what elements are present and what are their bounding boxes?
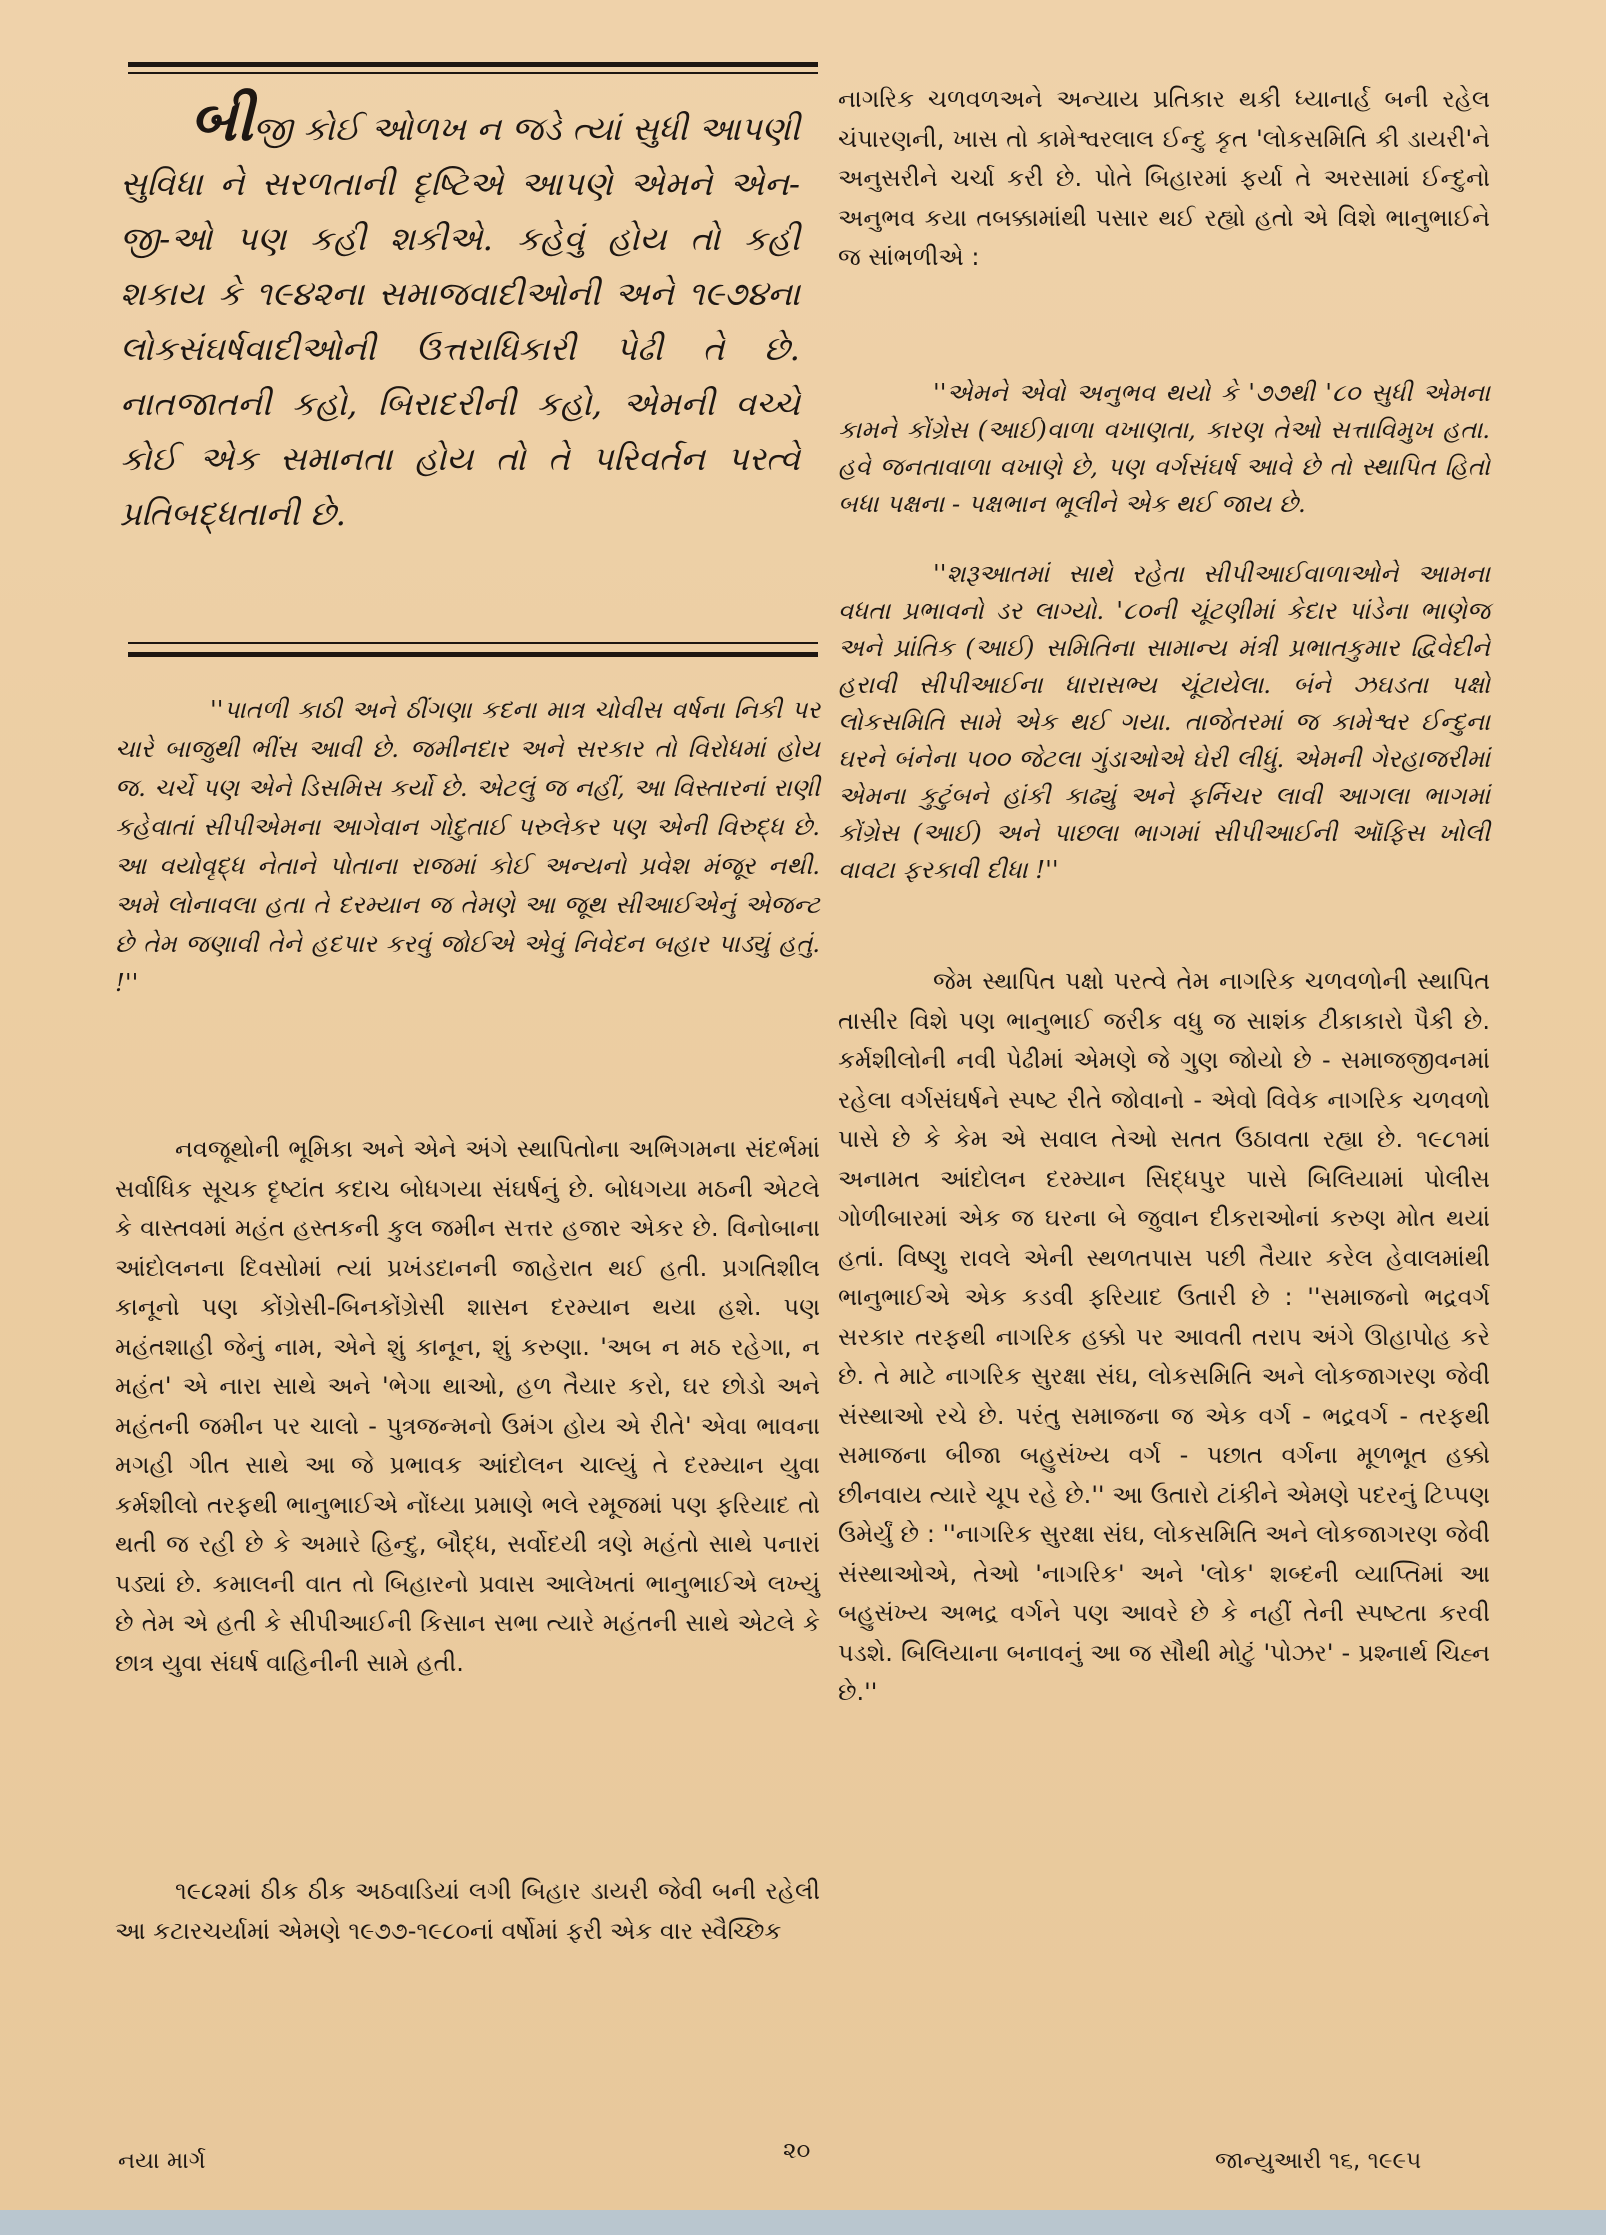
bottom-rule-thin: [128, 642, 818, 644]
right-quote-1: ''એમને એવો અનુભવ થયો કે '૭૭થી '૮૦ સુધી એમના કામને કોંગ્રેસ (આઈ)વાળા વખાણતા, કારણ તેઓ સત્તાવિમુખ હતા. હવે જનતાવાળા વખાણે છે, પણ વર્ગસંઘર્ષ આવે છે તો સ્થાપિત હિતો બધા પક્ષના - પક્ષભાન ભૂલીને એક થઈ જાય છે.: [838, 378, 1490, 518]
footer-publication: નયા માર્ગ: [118, 2148, 206, 2174]
left-paragraph-2: ૧૯૮૨માં ઠીક ઠીક અઠવાડિયાં લગી બિહાર ડાયરી જેવી બની રહેલી આ કટારચર્યામાં એમણે ૧૯૭૭-૧૯૮૦નાં વર્ષોમાં ફરી એક વાર સ્વૈચ્છિક: [115, 1877, 820, 1945]
scan-edge: [0, 2210, 1606, 2235]
right-paragraph-1: નાગરિક ચળવળઅને અન્યાય પ્રતિકાર થકી ધ્યાનાર્હ બની રહેલ ચંપારણની, ખાસ તો કામેશ્વરલાલ ઈન્દુ કૃત 'લોકસમિતિ કી ડાયરી'ને અનુસરીને ચર્ચા કરી છે. પોતે બિહારમાં ફર્યા તે અરસામાં ઈન્દુનો અનુભવ કયા તબક્કામાંથી પસાર થઈ રહ્યો હતો એ વિશે ભાનુભાઈને જ સાંભળીએ :: [838, 85, 1490, 271]
footer-page-number: ૨૦: [783, 2138, 811, 2164]
right-quote-2: ''શરૂઆતમાં સાથે રહેતા સીપીઆઈવાળાઓને આમના વધતા પ્રભાવનો ડર લાગ્યો. '૮૦ની ચૂંટણીમાં કેદાર પાંડેના ભાણેજ અને પ્રાંતિક (આઈ) સમિતિના સામાન્ય મંત્રી પ્રભાતકુમાર દ્વિવેદીને હરાવી સીપીઆઈના ધારાસભ્ય ચૂંટાયેલા. બંને ઝઘડતા પક્ષો લોકસમિતિ સામે એક થઈ ગયા. તાજેતરમાં જ કામેશ્વર ઈન્દુના ઘરને બંનેના ૫૦૦ જેટલા ગુંડાઓએ ઘેરી લીધું. એમની ગેરહાજરીમાં એમના કુટુંબને હાંકી કાઢ્યું અને ફર્નિચર લાવી આગલા ભાગમાં કોંગ્રેસ (આઈ) અને પાછલા ભાગમાં સીપીઆઈની ઑફિસ ખોલી વાવટા ફરકાવી દીધા !'': [838, 559, 1490, 884]
top-rule-thin: [128, 72, 818, 74]
pullquote-dropcap: બી: [190, 86, 254, 154]
bottom-rule: [128, 652, 818, 657]
pullquote-text: જી કોઈ ઓળખ ન જડે ત્યાં સુધી આપણી સુવિધા ને સરળતાની દૃષ્ટિએ આપણે એમને એન-જી-ઓ પણ કહી શકીએ. કહેવું હોય તો કહી શકાય કે ૧૯૪૨ના સમાજવાદીઓની અને ૧૯૭૪ના લોકસંઘર્ષવાદીઓની ઉત્તરાધિકારી પેઢી તે છે. નાતજાતની કહો, બિરાદરીની કહો, એમની વચ્ચે કોઈ એક સમાનતા હોય તો તે પરિવર્તન પરત્વે પ્રતિબદ્ધતાની છે.: [120, 109, 800, 533]
top-rule: [128, 62, 818, 67]
left-quote: ''પાતળી કાઠી અને ઠીંગણા કદના માત્ર ચોવીસ વર્ષના નિકી પર ચારે બાજુથી ભીંસ આવી છે. જમીનદાર અને સરકાર તો વિરોધમાં હોય જ. ચર્ચે પણ એને ડિસમિસ કર્યો છે. એટલું જ નહીં, આ વિસ્તારનાં રાણી કહેવાતાં સીપીએમના આગેવાન ગોદુતાઈ પરુલેકર પણ એની વિરુદ્ધ છે. આ વયોવૃદ્ધ નેતાને પોતાના રાજમાં કોઈ અન્યનો પ્રવેશ મંજૂર નથી. અમે લોનાવલા હતા તે દરમ્યાન જ તેમણે આ જૂથ સીઆઈએનું એજન્ટ છે તેમ જણાવી તેને હદપાર કરવું જોઈએ એવું નિવેદન બહાર પાડ્યું હતું. !'': [115, 695, 820, 997]
pullquote: [120, 86, 800, 541]
right-paragraph-2: જેમ સ્થાપિત પક્ષો પરત્વે તેમ નાગરિક ચળવળોની સ્થાપિત તાસીર વિશે પણ ભાનુભાઈ જરીક વધુ જ સાશંક ટીકાકારો પૈકી છે. કર્મશીલોની નવી પેઢીમાં એમણે જે ગુણ જોયો છે - સમાજજીવનમાં રહેલા વર્ગસંઘર્ષને સ્પષ્ટ રીતે જોવાનો - એવો વિવેક નાગરિક ચળવળો પાસે છે કે કેમ એ સવાલ તેઓ સતત ઉઠાવતા રહ્યા છે. ૧૯૮૧માં અનામત આંદોલન દરમ્યાન સિદ્ધપુર પાસે બિલિયામાં પોલીસ ગોળીબારમાં એક જ ઘરના બે જુવાન દીકરાઓનાં કરુણ મોત થયાં હતાં. વિષ્ણુ રાવલે એની સ્થળતપાસ પછી તૈયાર કરેલ હેવાલમાંથી ભાનુભાઈએ એક કડવી ફરિયાદ ઉતારી છે : ''સમાજનો ભદ્રવર્ગ સરકાર તરફથી નાગરિક હક્કો પર આવતી તરાપ અંગે ઊહાપોહ કરે છે. તે માટે નાગરિક સુરક્ષા સંઘ, લોકસમિતિ અને લોકજાગરણ જેવી સંસ્થાઓ રચે છે. પરંતુ સમાજના જ એક વર્ગ - ભદ્રવર્ગ - તરફથી સમાજના બીજા બહુસંખ્ય વર્ગ - પછાત વર્ગના મૂળભૂત હક્કો છીનવાય ત્યારે ચૂપ રહે છે.'' આ ઉતારો ટાંકીને એમણે પદરનું ટિપ્પણ ઉમેર્યું છે : ''નાગરિક સુરક્ષા સંઘ, લોકસમિતિ અને લોકજાગરણ જેવી સંસ્થાઓએ, તેઓ 'નાગરિક' અને 'લોક' શબ્દની વ્યાપ્તિમાં આ બહુસંખ્ય અભદ્ર વર્ગને પણ આવરે છે કે નહીં તેની સ્પષ્ટતા કરવી પડશે. બિલિયાના બનાવનું આ જ સૌથી મોટું 'પોઝર' - પ્રશ્નાર્થ ચિહ્ન છે.'': [838, 967, 1490, 1706]
footer-date: જાન્યુઆરી ૧૬, ૧૯૯૫: [1215, 2148, 1422, 2174]
left-paragraph-1: નવજૂથોની ભૂમિકા અને એને અંગે સ્થાપિતોના અભિગમના સંદર્ભમાં સર્વાધિક સૂચક દૃષ્ટાંત કદાચ બોધગયા સંઘર્ષનું છે. બોધગયા મઠની એટલે કે વાસ્તવમાં મહંત હસ્તકની કુલ જમીન સત્તર હજાર એકર છે. વિનોબાના આંદોલનના દિવસોમાં ત્યાં પ્રખંડદાનની જાહેરાત થઈ હતી. પ્રગતિશીલ કાનૂનો પણ કોંગ્રેસી-બિનકોંગ્રેસી શાસન દરમ્યાન થયા હશે. પણ મહંતશાહી જેનું નામ, એને શું કાનૂન, શું કરુણા. 'અબ ન મઠ રહેગા, ન મહંત' એ નારા સાથે અને 'ભેગા થાઓ, હળ તૈયાર કરો, ઘર છોડો અને મહંતની જમીન પર ચાલો - પુત્રજન્મનો ઉમંગ હોય એ રીતે' એવા ભાવના મગહી ગીત સાથે આ જે પ્રભાવક આંદોલન ચાલ્યું તે દરમ્યાન યુવા કર્મશીલો તરફથી ભાનુભાઈએ નોંધ્યા પ્રમાણે ભલે રમૂજમાં પણ ફરિયાદ તો થતી જ રહી છે કે અમારે હિન્દુ, બૌદ્ધ, સર્વોદયી ત્રણે મહંતો સાથે પનારાં પડ્યાં છે. કમાલની વાત તો બિહારનો પ્રવાસ આલેખતાં ભાનુભાઈએ લખ્યું છે તેમ એ હતી કે સીપીઆઈની કિસાન સભા ત્યારે મહંતની સાથે એટલે કે છાત્ર યુવા સંઘર્ષ વાહિનીની સામે હતી.: [115, 1135, 820, 1677]
